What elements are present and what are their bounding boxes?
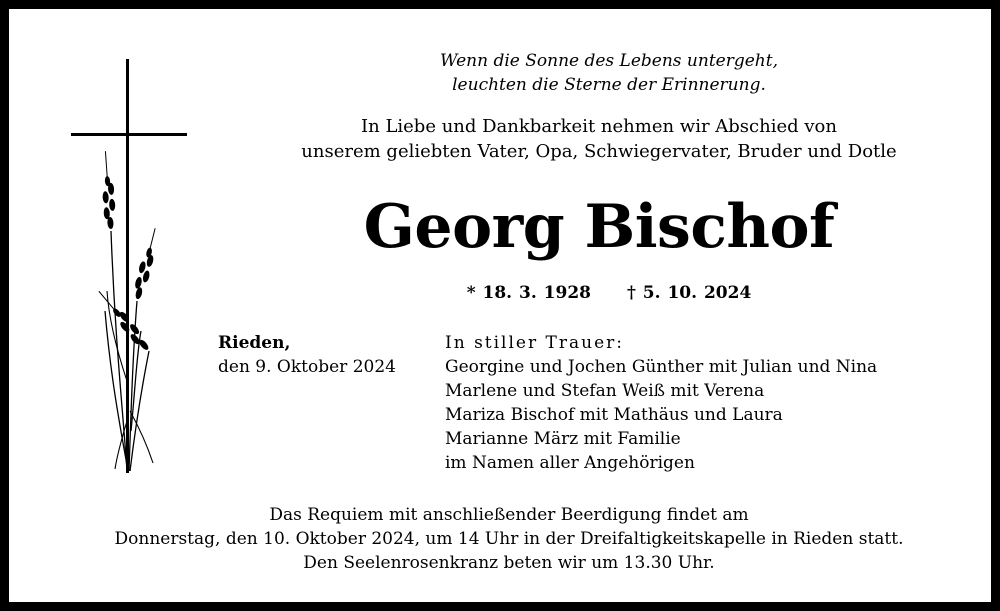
funeral-details — [39, 503, 979, 575]
place-and-date — [218, 331, 448, 379]
life-dates — [429, 281, 789, 305]
mourner-entry: Marianne März mit Familie — [445, 429, 681, 449]
place-name: Rieden, — [218, 333, 291, 353]
mourner-entry: Mariza Bischof mit Mathäus und Laura — [445, 405, 783, 425]
mourner-entry: Georgine und Jochen Günther mit Julian und Nina — [445, 357, 878, 377]
mourner-entry: Marlene und Stefan Weiß mit Verena — [445, 381, 765, 401]
motto-quote — [389, 49, 829, 97]
intro-line: unserem geliebten Vater, Opa, Schwiegervater, Bruder und Dotle — [301, 141, 897, 162]
intro-line: In Liebe und Dankbarkeit nehmen wir Abschied von — [361, 116, 837, 137]
cross-with-wheat-icon — [61, 51, 201, 481]
mourner-entry: im Namen aller Angehörigen — [445, 453, 695, 473]
birth-date: * 18. 3. 1928 — [466, 283, 591, 303]
death-date: † 5. 10. 2024 — [627, 283, 752, 303]
motto-line: leuchten die Sterne der Erinnerung. — [452, 75, 766, 95]
motto-line: Wenn die Sonne des Lebens untergeht, — [440, 51, 778, 71]
notice-date: den 9. Oktober 2024 — [218, 357, 396, 377]
mourning-heading: In stiller Trauer: — [445, 333, 624, 353]
mourners-list — [445, 331, 985, 475]
funeral-line: Den Seelenrosenkranz beten wir um 13.30 Uhr. — [303, 553, 715, 573]
funeral-line: Donnerstag, den 10. Oktober 2024, um 14 Uhr in der Dreifaltigkeitskapelle in Rieden statt. — [114, 529, 904, 549]
funeral-line: Das Requiem mit anschließender Beerdigung findet am — [269, 505, 749, 525]
deceased-name: Georg Bischof — [363, 192, 835, 262]
intro-text — [239, 114, 959, 164]
